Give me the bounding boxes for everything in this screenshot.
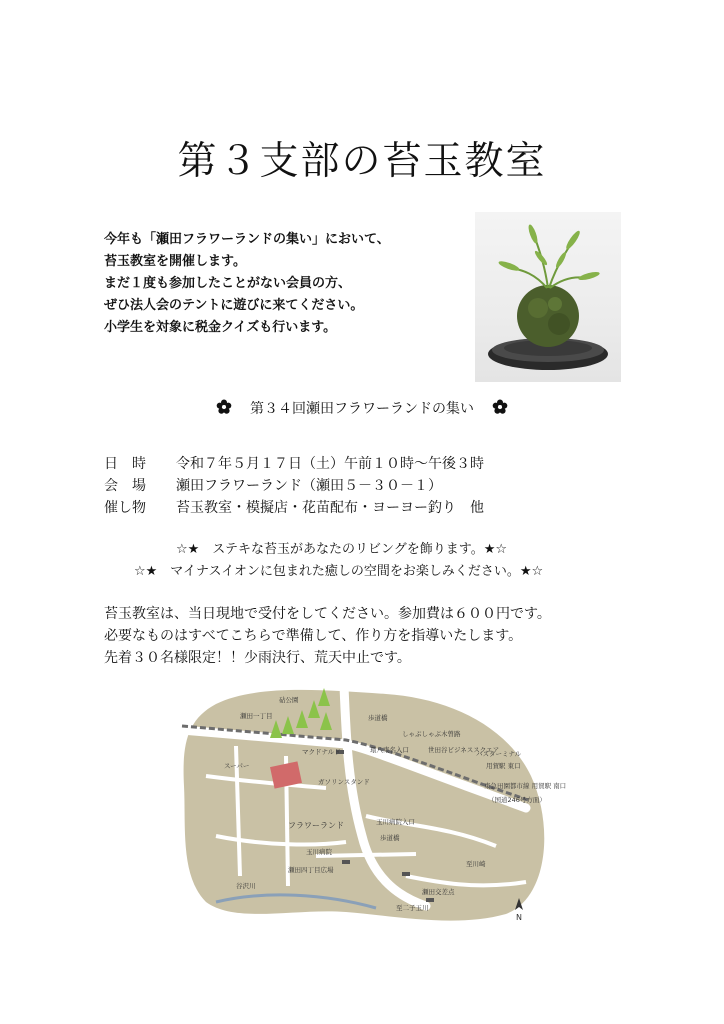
- map-label: フラワーランド: [288, 821, 344, 830]
- map-label: 至川崎: [466, 860, 486, 868]
- map-label: ガソリンスタンド: [318, 778, 370, 786]
- note-line: 必要なものはすべてこちらで準備して、作り方を指導いたします。: [104, 628, 523, 644]
- page-title: 第３支部の苔玉教室: [177, 139, 547, 184]
- map-label: 谷沢川: [236, 882, 256, 890]
- map-label: （国道246号方面）: [488, 796, 546, 804]
- map-label: 至二子玉川: [396, 904, 429, 912]
- intro-line: ぜひ法人会のテントに遊びに来てください。: [104, 298, 364, 313]
- event-title-text: 第３４回瀬田フラワーランドの集い: [250, 401, 474, 417]
- map-label: 世田谷ビジネススクエア: [428, 746, 500, 754]
- access-map: [176, 676, 567, 928]
- map-label: 東急田園都市線 用賀駅 南口: [484, 782, 567, 790]
- detail-row-venue: [104, 475, 484, 497]
- flower-icon: [492, 399, 508, 419]
- event-details: [104, 453, 484, 519]
- intro-line: 今年も「瀬田フラワーランドの集い」において、: [104, 232, 390, 247]
- event-title: [0, 398, 724, 419]
- map-label: しゃぶしゃぶ木曽路: [402, 730, 461, 738]
- detail-label: 日 時: [104, 456, 146, 472]
- note-line: 先着３０名様限定！！少雨決行、荒天中止です。: [104, 650, 411, 666]
- flower-icon: [216, 399, 232, 419]
- notes: [104, 603, 551, 669]
- map-label: 瀬田一丁目: [240, 712, 273, 720]
- intro-line: まだ１度も参加したことがない会員の方、: [104, 276, 352, 291]
- detail-value: 苔玉教室・模擬店・花苗配布・ヨーヨー釣り 他: [176, 500, 484, 516]
- map-label: 瀬田交差点: [422, 888, 455, 896]
- map-label: 用賀駅 東口: [486, 762, 521, 770]
- map-label: 環八東名入口: [370, 746, 409, 754]
- map-label: 砧公園: [279, 696, 299, 704]
- map-label: 瀬田四丁目広場: [288, 866, 334, 874]
- map-label: スーパー: [224, 762, 250, 770]
- detail-row-events: [104, 497, 484, 519]
- map-label: 歩道橋: [368, 714, 388, 722]
- intro-line: 苔玉教室を開催します。: [104, 254, 246, 269]
- kokedama-photo: [475, 212, 621, 382]
- detail-value: 令和７年５月１７日（土）午前１０時～午後３時: [176, 456, 484, 472]
- intro-text: [104, 229, 464, 339]
- map-label: 歩道橋: [380, 834, 400, 842]
- intro-line: 小学生を対象に税金クイズも行います。: [104, 320, 337, 335]
- north-label: N: [516, 913, 522, 922]
- map-label: 玉川病院: [306, 848, 332, 856]
- map-label: バスターミナル: [476, 750, 522, 758]
- detail-value: 瀬田フラワーランド（瀬田５－３０－１）: [176, 478, 442, 494]
- map-label: マクドナルド: [302, 748, 341, 756]
- slogan-line: ☆★ ステキな苔玉があなたのリビングを飾ります。★☆: [176, 542, 508, 557]
- detail-label: 会 場: [104, 478, 146, 494]
- slogan-line: ☆★ マイナスイオンに包まれた癒しの空間をお楽しみください。★☆: [134, 564, 544, 579]
- map-label: 玉川病院入口: [376, 818, 415, 826]
- detail-label: 催し物: [104, 500, 146, 516]
- note-line: 苔玉教室は、当日現地で受付をしてください。参加費は６００円です。: [104, 606, 551, 622]
- detail-row-datetime: [104, 453, 484, 475]
